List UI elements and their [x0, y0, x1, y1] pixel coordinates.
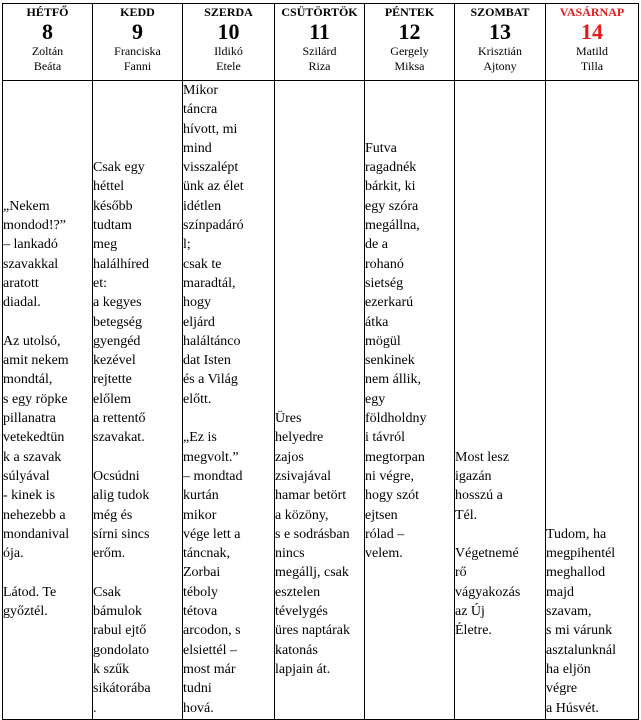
nameday-2: Riza: [308, 59, 331, 73]
poem-cell-sunday: [546, 81, 639, 720]
header-friday: [365, 4, 455, 81]
poem-cell-monday: [3, 81, 93, 720]
nameday-2: Fanni: [123, 59, 152, 73]
day-number: 10: [217, 19, 240, 44]
poem-cell-saturday: [455, 81, 546, 720]
day-name: KEDD: [120, 5, 155, 19]
day-name: CSÜTÖRTÖK: [281, 5, 358, 19]
header-monday: [3, 4, 93, 81]
poem-cell-thursday: [275, 81, 365, 720]
nameday-1: Gergely: [390, 44, 429, 58]
nameday-1: Krisztián: [478, 44, 522, 58]
poem-text: Üres helyedre zajos zsivajával hamar betört a közöny, s e sodrásban nincs megállj, csak esztelen tévelygés üres naptárak katonás lapjain át.: [275, 411, 351, 677]
day-number: 8: [42, 19, 53, 44]
poem-cell-tuesday: [93, 81, 183, 720]
header-tuesday: [93, 4, 183, 81]
nameday-1: Ildikó: [214, 44, 243, 58]
poem-cell-friday: [365, 81, 455, 720]
poem-text: Most lesz igazán hosszú a Tél. Végetnemé rő vágyakozás az Új Életre.: [455, 449, 521, 639]
day-name: VASÁRNAP: [559, 5, 625, 19]
poem-text: „Nekem mondod!?” – lankadó szavakkal aratott diadal. Az utolsó, amit nekem mondtál, s egy röpke pillanatra vetekedtün k a szavak súlyával - kinek is nehezebb a mondanival ója. Látod. Te győztél.: [3, 198, 70, 620]
calendar-table: [2, 3, 639, 720]
nameday-1: Franciska: [114, 44, 161, 58]
nameday-2: Beáta: [33, 59, 62, 73]
day-name: PÉNTEK: [384, 5, 435, 19]
day-name: SZERDA: [204, 5, 253, 19]
nameday-2: Miksa: [394, 59, 425, 73]
poem-text: Tudom, ha megpihentél meghallod majd szavam, s mi várunk asztalunknál ha eljön végre a Húsvét.: [546, 526, 616, 716]
day-name: HÉTFŐ: [26, 5, 69, 19]
day-name: SZOMBAT: [470, 5, 530, 19]
nameday-1: Szilárd: [302, 44, 337, 58]
header-thursday: [275, 4, 365, 81]
header-sunday: [546, 4, 639, 81]
nameday-1: Matild: [576, 44, 608, 58]
nameday-2: Etele: [216, 59, 241, 73]
day-number: 12: [398, 19, 421, 44]
nameday-2: Tilla: [580, 59, 604, 73]
poem-row: [3, 81, 639, 720]
day-number: 11: [309, 19, 330, 44]
poem-text: Mikor táncra hívott, mi mind visszalépt ünk az élet idétlen színpadáró l; csak te maradtál, hogy eljárd haláltánco dat Isten és a Világ előtt. „Ez is megvolt.” – mondtad kurtán mikor vége lett a táncnak, Zorbai téboly tétova arcodon, s elsiettél – most már tudni hová.: [183, 83, 244, 716]
poem-text: Csak egy héttel később tudtam meg halálhíred et: a kegyes betegség gyengéd kezével rejtette előlem a rettentő szavakat. Ocsúdni alig tudok még és sírni sincs erőm. Csak bámulok rabul ejtő gondolato k szűk sikátorába .: [93, 160, 151, 716]
nameday-1: Zoltán: [31, 44, 64, 58]
day-number: 13: [489, 19, 511, 44]
poem-cell-wednesday: [183, 81, 275, 720]
poem-text: Futva ragadnék bárkit, ki egy szóra megállna, de a rohanó sietség ezerkarú átka mögül senkinek nem állik, egy földholdny i távról megtorpan ni végre, hogy szót ejtsen rólad – velem.: [365, 140, 427, 562]
day-number: 14: [581, 19, 603, 44]
nameday-2: Ajtony: [483, 59, 517, 73]
day-number: 9: [132, 19, 143, 44]
header-wednesday: [183, 4, 275, 81]
header-saturday: [455, 4, 546, 81]
header-row: [3, 4, 639, 81]
